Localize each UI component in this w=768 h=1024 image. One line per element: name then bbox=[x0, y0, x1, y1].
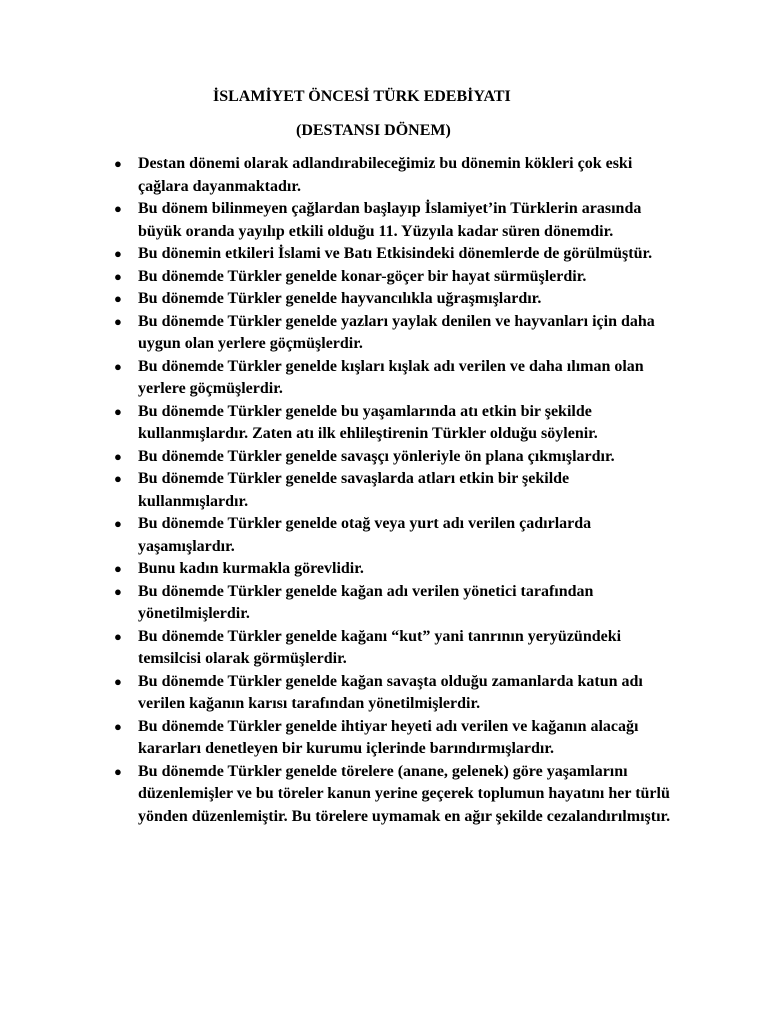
bullet-icon: ● bbox=[114, 403, 122, 419]
list-item-text: Bu dönemde Türkler genelde kağan adı verilen yönetici tarafından yönetilmişlerdir. bbox=[138, 582, 594, 622]
list-item bbox=[110, 401, 680, 446]
bullet-icon: ● bbox=[114, 448, 122, 464]
bullet-icon: ● bbox=[114, 313, 122, 329]
list-item bbox=[110, 513, 680, 558]
list-item bbox=[110, 266, 680, 289]
list-item-text: Bu dönemde Türkler genelde kışları kışlak adı verilen ve daha ılıman olan yerlere göçmüşlerdir. bbox=[138, 357, 644, 397]
list-item-text: Bu dönemde Türkler genelde yazları yaylak denilen ve hayvanları için daha uygun olan yerlere göçmüşlerdir. bbox=[138, 312, 655, 352]
bullet-icon: ● bbox=[114, 471, 122, 486]
list-item bbox=[110, 446, 680, 469]
list-item-text: Bu dönemde Türkler genelde savaşçı yönleriyle ön plana çıkmışlardır. bbox=[138, 447, 615, 465]
bullet-icon: ● bbox=[114, 291, 122, 306]
bullet-icon: ● bbox=[114, 718, 122, 734]
bullet-icon: ● bbox=[114, 358, 122, 374]
list-item bbox=[110, 243, 680, 266]
list-item-text: Bu dönem bilinmeyen çağlardan başlayıp İslamiyet’in Türklerin arasında büyük oranda yayılıp etkili olduğu 11. Yüzyıla kadar süren dönemdir. bbox=[138, 200, 642, 240]
list-item bbox=[110, 468, 680, 513]
list-item bbox=[110, 761, 680, 829]
bullet-icon: ● bbox=[114, 268, 122, 284]
list-item-text: Bu dönemde Türkler genelde kağan savaşta olduğu zamanlarda katun adı verilen kağanın karısı tarafından yönetilmişlerdir. bbox=[138, 672, 643, 712]
document-title: İSLAMİYET ÖNCESİ TÜRK EDEBİYATI bbox=[213, 88, 511, 105]
bullet-icon: ● bbox=[114, 583, 122, 599]
bullet-icon: ● bbox=[114, 201, 122, 216]
list-item-text: Bu dönemde Türkler genelde otağ veya yurt adı verilen çadırlarda yaşamışlardır. bbox=[138, 515, 592, 555]
list-item-text: Bunu kadın kurmakla görevlidir. bbox=[138, 560, 364, 577]
list-item bbox=[110, 311, 680, 356]
bullet-list bbox=[110, 153, 680, 828]
list-item bbox=[110, 716, 680, 761]
bullet-icon: ● bbox=[114, 156, 122, 171]
list-item-text: Destan dönemi olarak adlandırabileceğimiz bu dönemin kökleri çok eski çağlara dayanmaktadır. bbox=[138, 155, 633, 195]
list-item-text: Bu dönemde Türkler genelde savaşlarda atları etkin bir şekilde kullanmışlardır. bbox=[138, 470, 570, 510]
bullet-icon: ● bbox=[114, 673, 122, 689]
list-item-text: Bu dönemde Türkler genelde bu yaşamlarında atı etkin bir şekilde kullanmışlardır. Zaten atı ilk ehlileştirenin Türkler olduğu söylenir. bbox=[138, 402, 598, 442]
list-item-text: Bu dönemde Türkler genelde ihtiyar heyeti adı verilen ve kağanın alacağı kararları denetleyen bir kurumu içlerinde barındırmışlardır. bbox=[138, 717, 639, 757]
list-item-text: Bu dönemde Türkler genelde kağanı “kut” yani tanrının yeryüzündeki temsilcisi olarak görmüşlerdir. bbox=[138, 627, 622, 667]
list-item-text: Bu dönemin etkileri İslami ve Batı Etkisindeki dönemlerde de görülmüştür. bbox=[138, 245, 653, 262]
bullet-icon: ● bbox=[114, 628, 122, 644]
list-item-text: Bu dönemde Türkler genelde hayvancılıkla uğraşmışlardır. bbox=[138, 290, 542, 307]
list-item bbox=[110, 288, 680, 311]
list-item bbox=[110, 626, 680, 671]
list-item bbox=[110, 356, 680, 401]
list-item bbox=[110, 671, 680, 716]
list-item bbox=[110, 558, 680, 581]
bullet-icon: ● bbox=[114, 763, 122, 779]
bullet-icon: ● bbox=[114, 246, 122, 261]
list-item-text: Bu dönemde Türkler genelde konar-göçer bir hayat sürmüşlerdir. bbox=[138, 267, 587, 285]
list-item bbox=[110, 198, 680, 243]
list-item bbox=[110, 153, 680, 198]
list-item-text: Bu dönemde Türkler genelde törelere (anane, gelenek) göre yaşamlarını düzenlemişler ve bu töreler kanun yerine geçerek toplumun hayatını her türlü yönden düzenlemiştir. Bu törelere uymamak en ağır şekilde cezalandırılmıştır. bbox=[138, 762, 671, 825]
list-item bbox=[110, 581, 680, 626]
bullet-icon: ● bbox=[114, 516, 122, 531]
document-subtitle: (DESTANSI DÖNEM) bbox=[296, 122, 451, 139]
bullet-icon: ● bbox=[114, 561, 122, 576]
